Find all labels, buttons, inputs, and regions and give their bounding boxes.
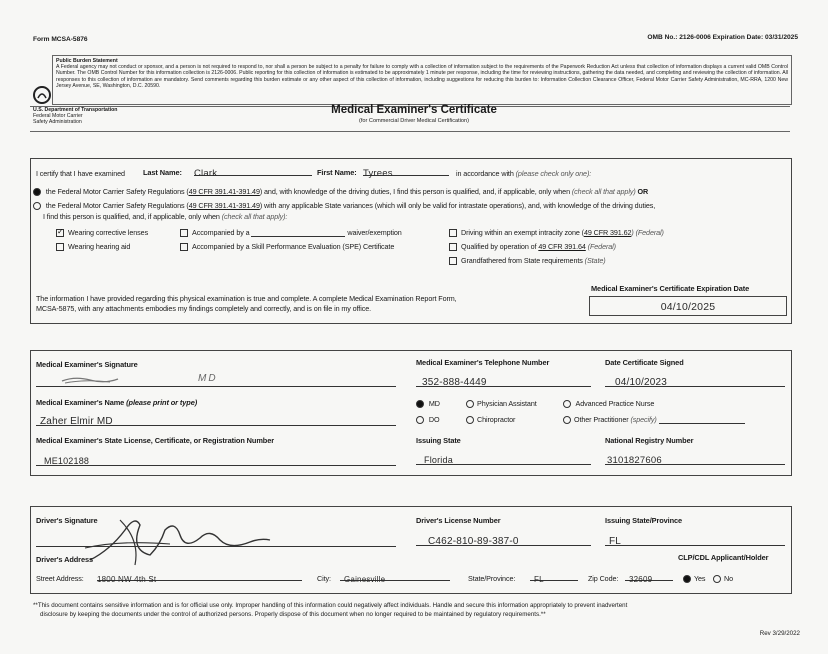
attest-line2: MCSA-5875, with any attachments embodies my findings completely and correctly, and is on file in my office. (36, 304, 371, 313)
examiner-signature-field[interactable] (36, 372, 396, 387)
waiver-field[interactable] (251, 236, 345, 237)
state-label: State/Province: (468, 574, 516, 583)
driver-issuing-label: Issuing State/Province (605, 516, 683, 525)
cond-corrective-lenses[interactable]: ✓ Wearing corrective lenses (57, 227, 149, 237)
cond-hearing-aid[interactable]: Wearing hearing aid (56, 242, 130, 251)
license-label: Medical Examiner's State License, Certificate, or Registration Number (36, 436, 275, 445)
cred-apn[interactable]: Advanced Practice Nurse (563, 399, 654, 408)
burden-title: Public Burden Statement (56, 58, 118, 64)
qualified-op-checkbox[interactable] (449, 243, 457, 251)
revision-date: Rev 3/29/2022 (759, 630, 800, 637)
cred-do[interactable]: DO (416, 415, 440, 424)
examiner-signature-md: MD (198, 373, 218, 384)
footer-notice-line2: disclosure by keeping the documents under the control of authorized persons. Properly dispose of this document when no longer required to be maintained by regulatory requirements.** (40, 611, 546, 618)
footer-notice-line1: **This document contains sensitive information and is for official use only. Improper handling of this information could negatively affect individuals. Handle and secure this information appropriately to prevent inadvertent (33, 602, 628, 609)
chiro-radio[interactable] (466, 416, 474, 424)
registry-value: 3101827606 (607, 455, 662, 466)
expiration-date-value: 04/10/2025 (660, 301, 716, 313)
date-signed-label: Date Certificate Signed (605, 358, 684, 367)
spe-checkbox[interactable] (180, 243, 188, 251)
md-radio[interactable] (416, 400, 424, 408)
cond-waiver[interactable]: Accompanied by a waiver/exemption (180, 228, 402, 237)
first-name-label: First Name: (317, 168, 357, 177)
city-label: City: (317, 574, 331, 583)
clp-yes-radio[interactable] (683, 575, 691, 583)
cond-spe[interactable]: Accompanied by a Skill Performance Evaluation (SPE) Certificate (180, 242, 394, 251)
phone-label: Medical Examiner's Telephone Number (416, 358, 550, 367)
first-name-value: Tyrees (363, 168, 393, 179)
waiver-checkbox[interactable] (180, 229, 188, 237)
certificate-subtitle: (for Commercial Driver Medical Certification) (358, 118, 470, 124)
other-practitioner-field[interactable] (659, 423, 745, 424)
certify-intro: I certify that I have examined (36, 169, 125, 178)
do-radio[interactable] (416, 416, 424, 424)
issuing-state-field[interactable] (416, 450, 591, 465)
clp-no-radio[interactable] (713, 575, 721, 583)
omb-expiration: OMB No.: 2126-0006 Expiration Date: 03/31/2025 (647, 34, 798, 41)
option-federal[interactable]: the Federal Motor Carrier Safety Regulations (49 CFR 391.41-391.49) and, with knowledge of the driving duties, I find this person is qualified, and, if applicable, only when (check all that apply) OR (33, 187, 648, 196)
issuing-state-value: Florida (424, 455, 453, 465)
burden-text: A Federal agency may not conduct or sponsor, and a person is not required to respond to, nor shall a person be subject to a penalty for failure to comply with a collection of information subject to the requirements of the Paperwork Reduction Act unless that collection of information displays a current valid OMB Control Number. The OMB Control Number for this information collection is 2126-0006. Public reporting for this collection of information is estimated to be approximately 1 minute per response, including the time for reviewing instructions, gathering the data needed, and completing and reviewing the collection of information. All responses to this collection of information are mandatory. Send comments regarding this burden estimate or any other aspect of this collection of information, including suggestions for reducing this burden to: Information Collection Clearance Officer, Federal Motor Carrier Safety Administration, MC-RRA, 1200 New Jersey Avenue, SE, Washington, D.C. 20590. (56, 64, 788, 89)
agency-line3: Safety Administration (33, 119, 82, 125)
cred-md[interactable]: MD (416, 399, 440, 408)
clp-yes[interactable]: Yes (683, 574, 705, 583)
examiner-signature-scribble (60, 375, 120, 385)
state-field[interactable] (530, 569, 578, 584)
intracity-checkbox[interactable] (449, 229, 457, 237)
street-value: 1800 NW 4th St (97, 575, 157, 584)
last-name-value: Clark (194, 168, 218, 179)
driver-address-label: Driver's Address (36, 555, 93, 564)
accordance-text: in accordance with (please check only one): (456, 169, 592, 178)
driver-license-label: Driver's License Number (416, 516, 501, 525)
option-state-variance-cont: I find this person is qualified, and, if applicable, only when (check all that apply): (43, 212, 288, 221)
license-field[interactable] (36, 451, 396, 466)
cred-pa[interactable]: Physician Assistant (466, 399, 537, 408)
driver-signature-label: Driver's Signature (36, 516, 98, 525)
other-radio[interactable] (563, 416, 571, 424)
registry-label: National Registry Number (605, 436, 694, 445)
cred-chiro[interactable]: Chiropractor (466, 415, 515, 424)
last-name-label: Last Name: (143, 168, 182, 177)
zip-field[interactable] (625, 569, 673, 584)
phone-field[interactable] (416, 372, 591, 387)
city-value: Gainesville (344, 575, 386, 584)
street-field[interactable] (97, 569, 302, 584)
last-name-field[interactable] (194, 163, 312, 179)
grandfathered-checkbox[interactable] (449, 257, 457, 265)
driver-signature-scribble (80, 510, 280, 570)
phone-value: 352-888-4449 (422, 377, 487, 388)
examiner-name-value: Zaher Elmir MD (40, 416, 113, 427)
examiner-signature-label: Medical Examiner's Signature (36, 360, 138, 369)
license-value: ME102188 (44, 456, 90, 466)
driver-issuing-field[interactable] (605, 531, 785, 546)
clp-no[interactable]: No (713, 574, 733, 583)
cond-grandfathered[interactable]: Grandfathered from State requirements (State) (449, 256, 606, 265)
issuing-state-label: Issuing State (416, 436, 461, 445)
option-state-radio[interactable] (33, 202, 41, 210)
apn-radio[interactable] (563, 400, 571, 408)
driver-license-field[interactable] (416, 531, 591, 546)
expiration-date-field[interactable] (589, 296, 787, 316)
agency-line1: U.S. Department of Transportation (33, 107, 118, 113)
form-number: Form MCSA-5876 (33, 36, 88, 43)
state-value: FL (534, 575, 544, 584)
registry-field[interactable] (605, 450, 785, 465)
first-name-field[interactable] (363, 163, 449, 179)
examiner-name-field[interactable] (36, 411, 396, 426)
hearing-aid-checkbox[interactable] (56, 243, 64, 251)
date-signed-field[interactable] (605, 372, 785, 387)
attest-line1: The information I have provided regarding this physical examination is true and complete. A complete Medical Examination Report Form, (36, 294, 457, 303)
certificate-title: Medical Examiner's Certificate (331, 104, 497, 116)
date-signed-value: 04/10/2023 (615, 377, 668, 388)
cond-qualified-op[interactable]: Qualified by operation of 49 CFR 391.64 (Federal) (449, 242, 616, 251)
driver-license-value: C462-810-89-387-0 (428, 536, 519, 547)
agency-line2: Federal Motor Carrier (33, 113, 83, 119)
corrective-lenses-checkbox[interactable] (56, 229, 64, 237)
examiner-name-label: Medical Examiner's Name (please print or type) (36, 398, 198, 407)
burden-statement-box (52, 55, 792, 105)
cred-other[interactable]: Other Practitioner (specify) (563, 415, 745, 424)
zip-value: 32609 (629, 575, 653, 584)
street-label: Street Address: (36, 574, 84, 583)
clp-cdl-label: CLP/CDL Applicant/Holder (678, 553, 769, 562)
city-field[interactable] (340, 569, 450, 584)
cond-intracity[interactable]: Driving within an exempt intracity zone (49 CFR 391.62) (Federal) (449, 228, 664, 237)
expiration-date-label: Medical Examiner's Certificate Expiration Date (591, 284, 750, 293)
driver-issuing-value: FL (609, 536, 622, 547)
option-state-variance[interactable]: the Federal Motor Carrier Safety Regulations (49 CFR 391.41-391.49) with any applicable State variances (which will only be valid for intrastate operations), and, with knowledge of the driving duties, (33, 201, 655, 210)
zip-label: Zip Code: (588, 574, 619, 583)
dot-logo-icon (33, 86, 51, 104)
pa-radio[interactable] (466, 400, 474, 408)
option-federal-radio[interactable] (33, 188, 41, 196)
checkmark-icon: ✓ (57, 227, 64, 237)
